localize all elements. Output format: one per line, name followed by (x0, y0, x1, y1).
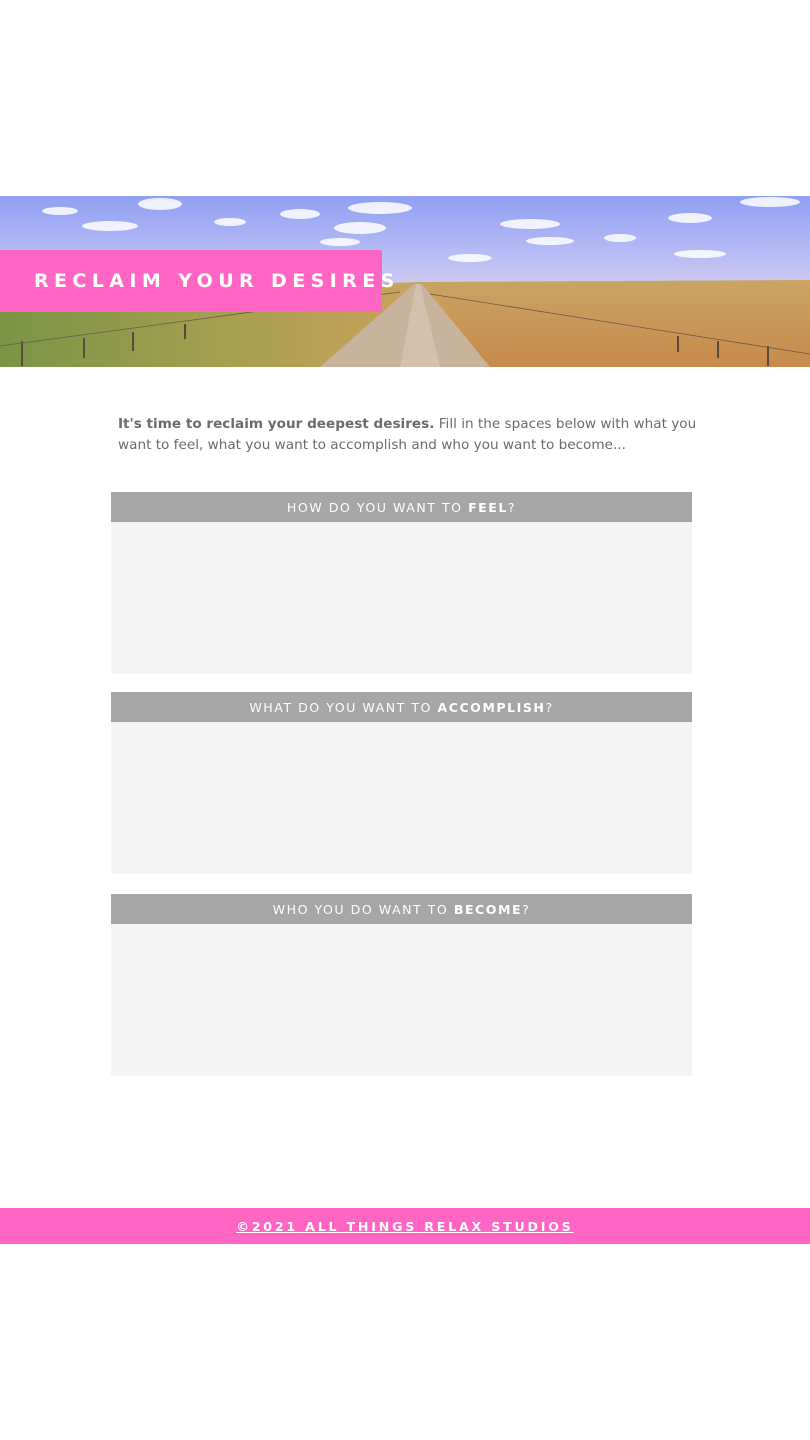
question-header (111, 894, 692, 924)
intro-bold: It's time to reclaim your deepest desires. (118, 416, 435, 432)
question-become (111, 894, 692, 1076)
accomplish-textarea[interactable] (111, 722, 692, 874)
question-suffix: ? (522, 901, 531, 917)
hero-title-box (0, 250, 400, 312)
question-feel (111, 492, 692, 674)
question-emphasis: BECOME (453, 901, 523, 917)
question-emphasis: ACCOMPLISH (437, 699, 546, 715)
intro-paragraph (118, 414, 698, 456)
footer-bar (0, 1208, 810, 1244)
question-header (111, 692, 692, 722)
intro-text: Fill in the spaces below with what you want to feel, what you want to accomplish and who you want to become... (118, 416, 697, 453)
question-suffix: ? (507, 499, 517, 515)
question-prefix: WHAT DO YOU WANT TO (249, 699, 438, 715)
question-emphasis: FEEL (468, 499, 508, 515)
become-textarea[interactable] (111, 924, 692, 1076)
question-prefix: WHO YOU DO WANT TO (272, 901, 454, 917)
question-suffix: ? (545, 699, 554, 715)
copyright-link[interactable]: ©2021 ALL THINGS RELAX STUDIOS (236, 1218, 574, 1234)
question-prefix: HOW DO YOU WANT TO (286, 499, 469, 515)
question-accomplish (111, 692, 692, 874)
page-title: RECLAIM YOUR DESIRES (34, 270, 400, 292)
feel-textarea[interactable] (111, 522, 692, 674)
question-header (111, 492, 692, 522)
